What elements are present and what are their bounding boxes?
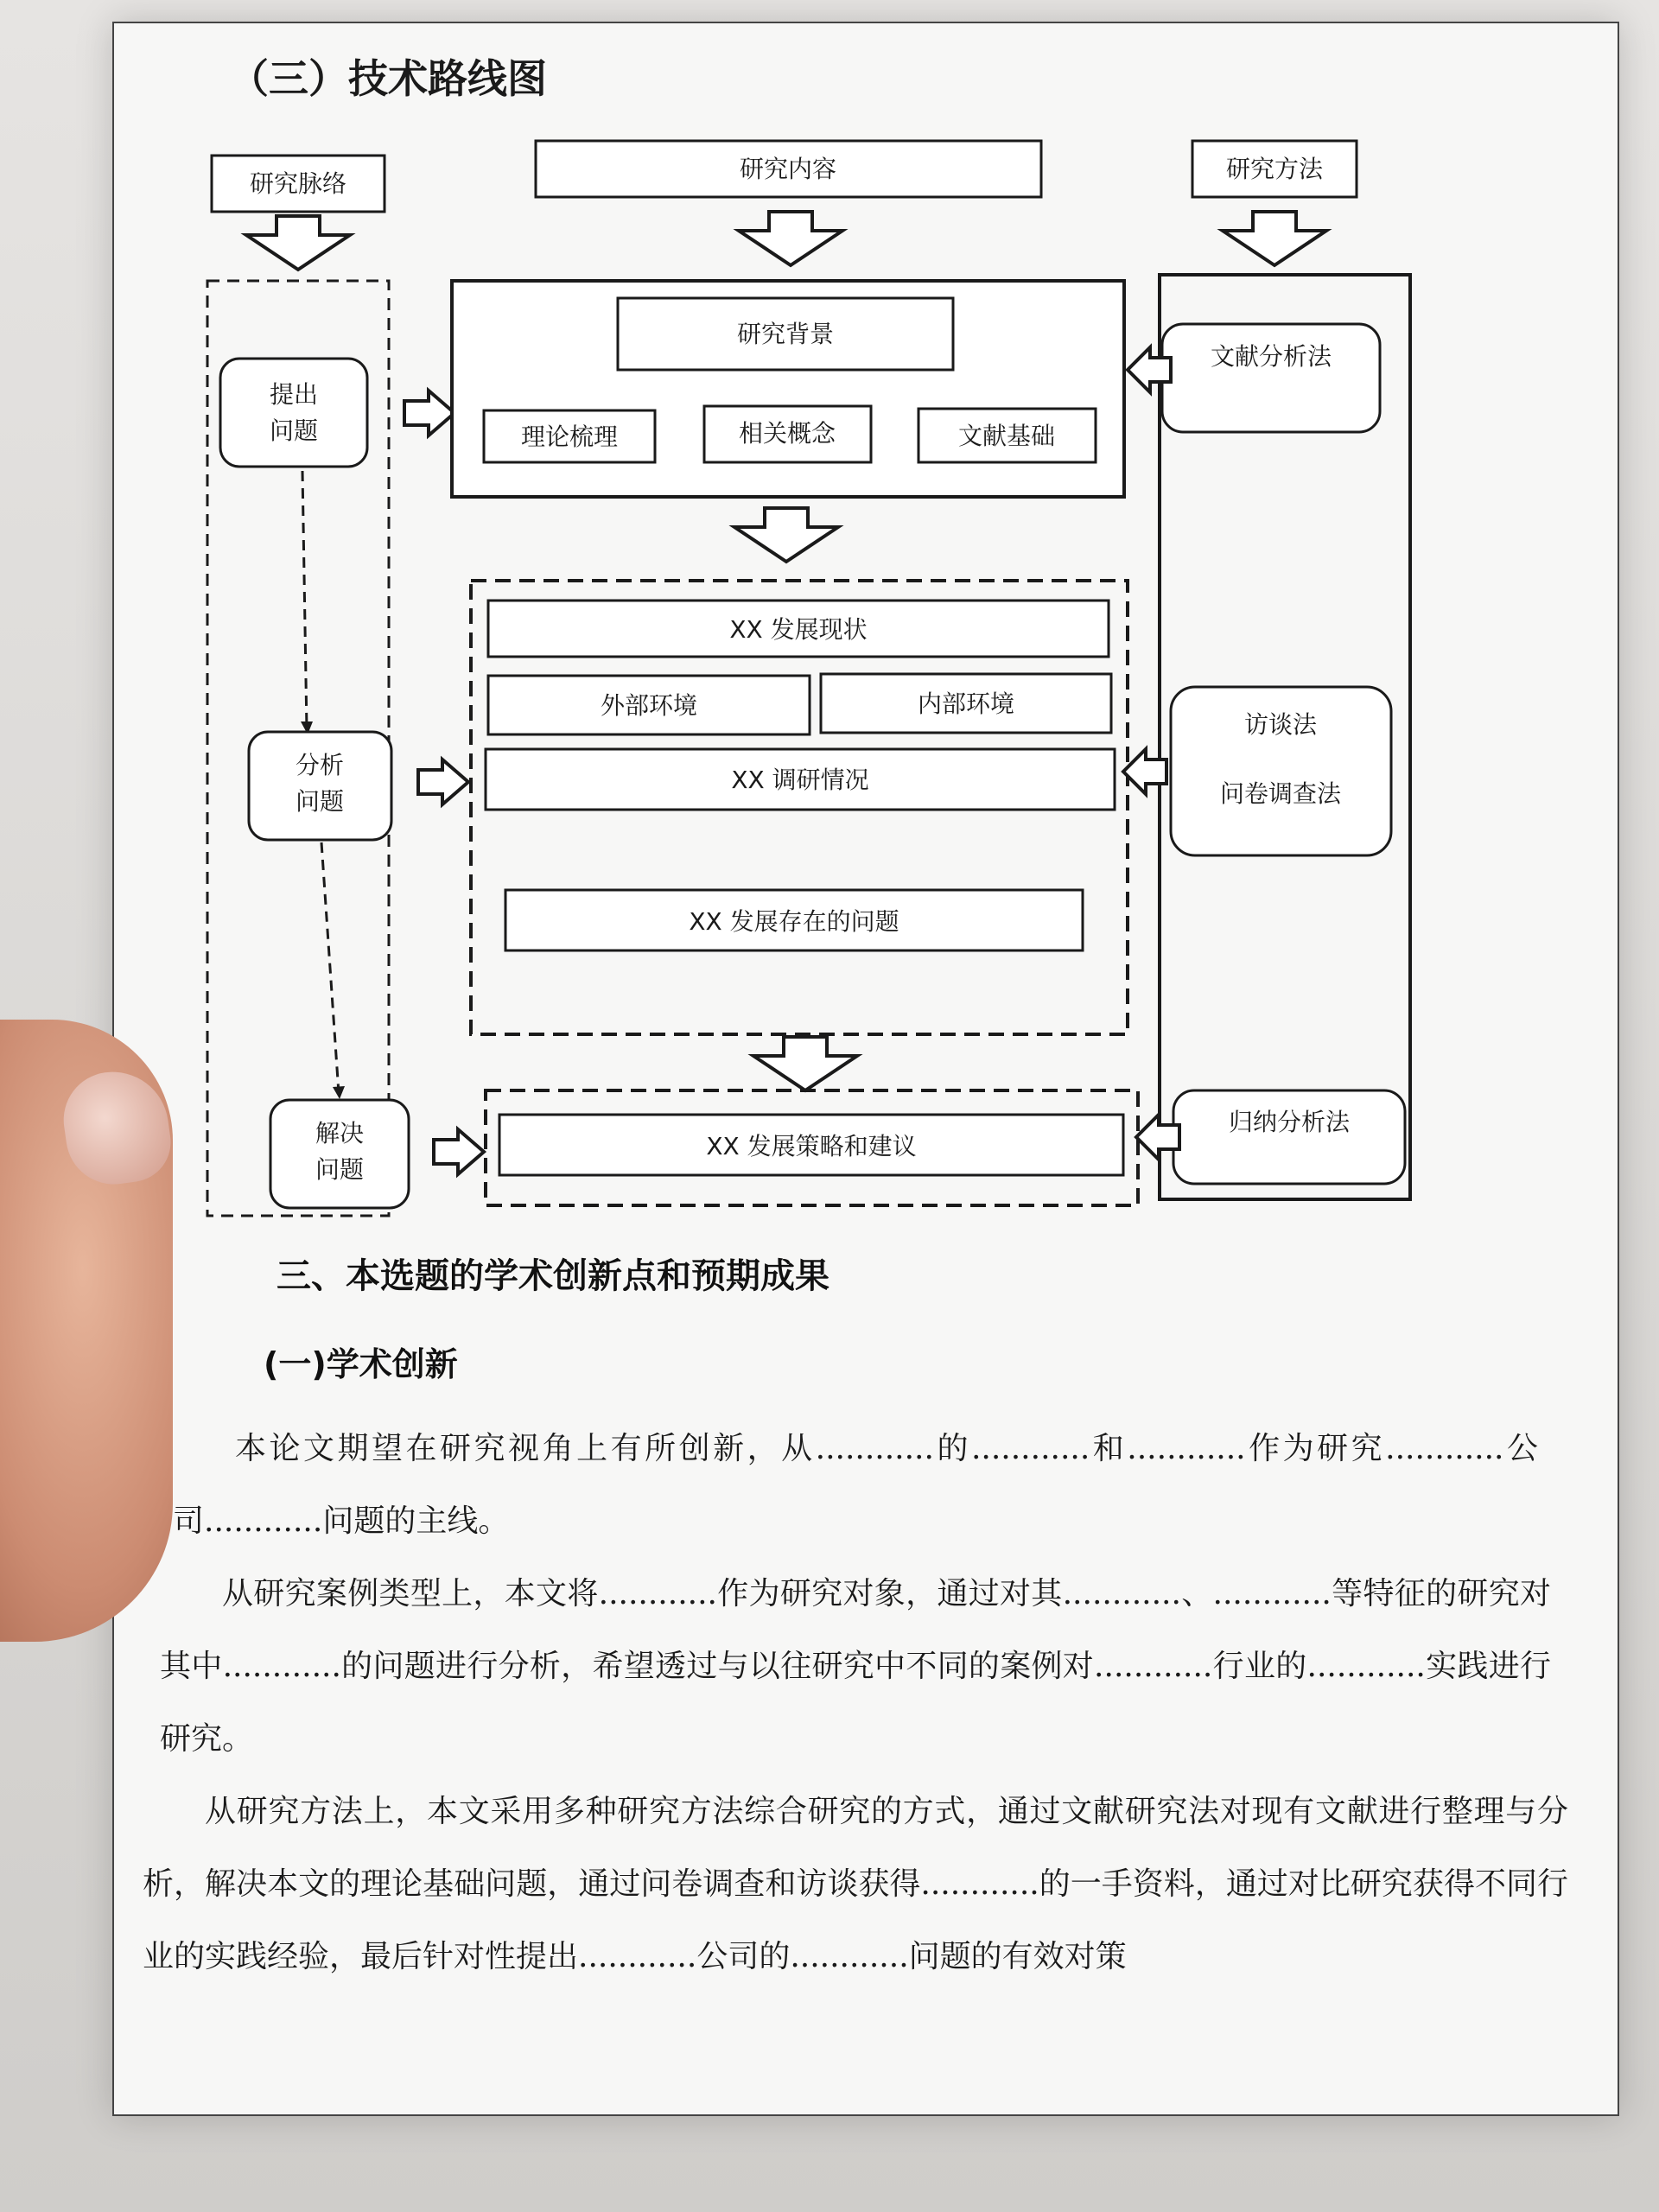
method-literature (1162, 324, 1380, 432)
step-raise-problem (220, 359, 367, 467)
survey-label: XX 调研情况 (731, 766, 869, 794)
method-literature-label: 文献分析法 (1210, 342, 1332, 371)
left-connector-arrowhead-2 (333, 1086, 345, 1099)
strategy-block (486, 1090, 1138, 1205)
down-arrow-right (1223, 212, 1326, 265)
step-raise-problem-line1: 提出 (269, 380, 319, 409)
header-center-label: 研究内容 (739, 155, 837, 183)
step-solve-problem (270, 1100, 409, 1208)
theory-label: 理论梳理 (520, 423, 619, 451)
paragraph-perspective: 本论文期望在研究视角上有所创新，从............的............和............作为研究............公司............问题的主线。 (173, 1431, 1538, 1539)
right-arrow-1 (404, 391, 454, 435)
down-arrow-mid-1 (734, 508, 838, 562)
step-analyze-problem-line1: 分析 (295, 751, 345, 779)
down-arrow-left (246, 216, 350, 270)
step-solve-problem-line1: 解决 (315, 1119, 365, 1147)
header-left-box (212, 156, 385, 212)
header-center-box (536, 141, 1041, 197)
method-induction (1173, 1090, 1405, 1184)
background-title: 研究背景 (736, 320, 835, 348)
background-block (452, 281, 1124, 497)
method-interview-questionnaire (1171, 687, 1391, 855)
header-left-label: 研究脉络 (249, 169, 347, 198)
literature-base-label: 文献基础 (957, 422, 1056, 450)
step-raise-problem-line2: 问题 (269, 416, 319, 445)
down-arrow-mid-2 (753, 1037, 857, 1090)
left-dashed-connector-2 (321, 842, 339, 1093)
step-solve-problem-line2: 问题 (315, 1155, 365, 1184)
paragraph-case-type: 从研究案例类型上，本文将............作为研究对象，通过对其............、............等特征的研究对其中............的问题进行分析，希望透过与以往研究中不同的案例对............行业的............实践进行研究。 (160, 1576, 1551, 1757)
right-arrow-3 (434, 1129, 484, 1174)
section3-title: 三、本选题的学术创新点和预期成果 (276, 1256, 830, 1296)
down-arrow-center (739, 212, 842, 265)
left-dashed-connector-1 (302, 471, 307, 730)
strategy-label: XX 发展策略和建议 (706, 1132, 917, 1160)
header-right-box (1192, 141, 1357, 197)
problems-label: XX 发展存在的问题 (689, 907, 899, 936)
concept-label: 相关概念 (738, 419, 836, 448)
analysis-block (471, 581, 1128, 1034)
status-label: XX 发展现状 (729, 615, 868, 644)
header-right-label: 研究方法 (1225, 155, 1324, 183)
subsection-title: (一)学术创新 (264, 1345, 458, 1383)
internal-label: 内部环境 (917, 690, 1015, 718)
external-label: 外部环境 (600, 691, 698, 720)
right-arrow-2 (418, 760, 468, 804)
section-heading: （三）技术路线图 (229, 55, 547, 102)
method-induction-label: 归纳分析法 (1228, 1108, 1351, 1136)
step-analyze-problem (249, 732, 391, 840)
method-interview-label: 访谈法 (1243, 710, 1318, 739)
paragraph-methods: 从研究方法上，本文采用多种研究方法综合研究的方式，通过文献研究法对现有文献进行整理与分析，解决本文的理论基础问题，通过问卷调查和访谈获得............的一手资料，通过对比研究获得不同行业的实践经验，最后针对性提出............公司的............问题的有效对策 (143, 1794, 1568, 1974)
method-questionnaire-label: 问卷调查法 (1219, 779, 1342, 808)
step-analyze-problem-line2: 问题 (295, 787, 345, 816)
